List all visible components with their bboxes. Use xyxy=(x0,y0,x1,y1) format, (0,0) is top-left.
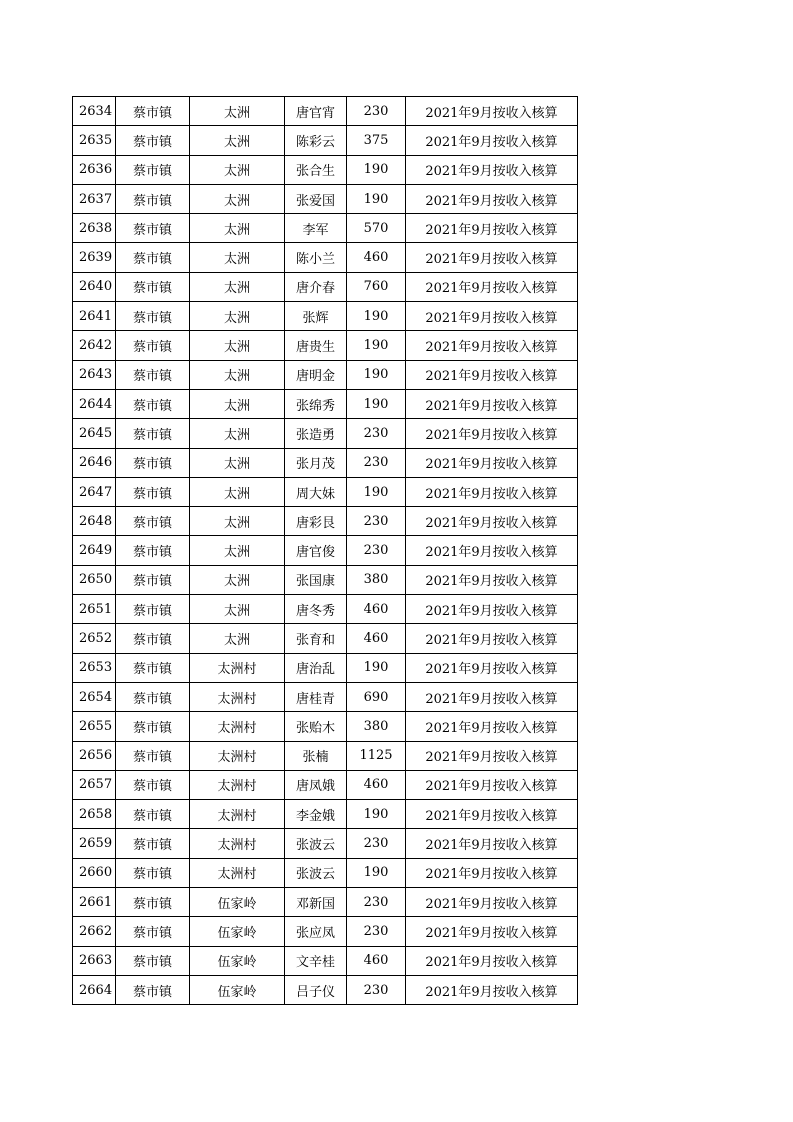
record-id-cell: 2661 xyxy=(73,888,116,917)
amount-cell: 570 xyxy=(347,214,406,243)
person-name-cell: 李金娥 xyxy=(285,800,347,829)
basis-note-cell: 2021年9月按收入核算 xyxy=(406,858,578,887)
amount-cell: 190 xyxy=(347,184,406,213)
table-row xyxy=(73,653,578,682)
table-row xyxy=(73,331,578,360)
person-name-cell: 张应凤 xyxy=(285,917,347,946)
record-id-cell: 2645 xyxy=(73,419,116,448)
amount-cell: 380 xyxy=(347,712,406,741)
table-row xyxy=(73,975,578,1004)
person-name-cell: 张育和 xyxy=(285,624,347,653)
person-name-cell: 张月茂 xyxy=(285,448,347,477)
town-cell: 蔡市镇 xyxy=(116,770,190,799)
town-cell: 蔡市镇 xyxy=(116,184,190,213)
amount-cell: 190 xyxy=(347,302,406,331)
table-row xyxy=(73,360,578,389)
amount-cell: 230 xyxy=(347,97,406,126)
village-cell: 太洲村 xyxy=(190,858,285,887)
basis-note-cell: 2021年9月按收入核算 xyxy=(406,917,578,946)
village-cell: 太洲 xyxy=(190,536,285,565)
table-row xyxy=(73,712,578,741)
amount-cell: 190 xyxy=(347,800,406,829)
record-id-cell: 2638 xyxy=(73,214,116,243)
basis-note-cell: 2021年9月按收入核算 xyxy=(406,829,578,858)
village-cell: 太洲 xyxy=(190,477,285,506)
record-id-cell: 2640 xyxy=(73,272,116,301)
amount-cell: 190 xyxy=(347,477,406,506)
town-cell: 蔡市镇 xyxy=(116,448,190,477)
table-row xyxy=(73,448,578,477)
village-cell: 太洲 xyxy=(190,595,285,624)
person-name-cell: 张楠 xyxy=(285,741,347,770)
table-row xyxy=(73,682,578,711)
table-row xyxy=(73,888,578,917)
person-name-cell: 陈彩云 xyxy=(285,126,347,155)
table-row xyxy=(73,184,578,213)
person-name-cell: 唐桂青 xyxy=(285,682,347,711)
table-row xyxy=(73,302,578,331)
person-name-cell: 周大妹 xyxy=(285,477,347,506)
town-cell: 蔡市镇 xyxy=(116,858,190,887)
town-cell: 蔡市镇 xyxy=(116,829,190,858)
village-cell: 太洲 xyxy=(190,448,285,477)
village-cell: 太洲村 xyxy=(190,800,285,829)
basis-note-cell: 2021年9月按收入核算 xyxy=(406,389,578,418)
amount-cell: 190 xyxy=(347,389,406,418)
basis-note-cell: 2021年9月按收入核算 xyxy=(406,243,578,272)
town-cell: 蔡市镇 xyxy=(116,624,190,653)
record-id-cell: 2663 xyxy=(73,946,116,975)
person-name-cell: 文辛桂 xyxy=(285,946,347,975)
basis-note-cell: 2021年9月按收入核算 xyxy=(406,741,578,770)
town-cell: 蔡市镇 xyxy=(116,975,190,1004)
table-row xyxy=(73,624,578,653)
record-id-cell: 2650 xyxy=(73,565,116,594)
person-name-cell: 张国康 xyxy=(285,565,347,594)
amount-cell: 190 xyxy=(347,360,406,389)
basis-note-cell: 2021年9月按收入核算 xyxy=(406,712,578,741)
basis-note-cell: 2021年9月按收入核算 xyxy=(406,331,578,360)
town-cell: 蔡市镇 xyxy=(116,214,190,243)
amount-cell: 230 xyxy=(347,888,406,917)
record-id-cell: 2641 xyxy=(73,302,116,331)
amount-cell: 230 xyxy=(347,917,406,946)
village-cell: 太洲 xyxy=(190,331,285,360)
person-name-cell: 张波云 xyxy=(285,858,347,887)
town-cell: 蔡市镇 xyxy=(116,565,190,594)
village-cell: 伍家岭 xyxy=(190,946,285,975)
table-row xyxy=(73,243,578,272)
person-name-cell: 唐明金 xyxy=(285,360,347,389)
amount-cell: 230 xyxy=(347,448,406,477)
village-cell: 伍家岭 xyxy=(190,888,285,917)
table-row xyxy=(73,214,578,243)
town-cell: 蔡市镇 xyxy=(116,302,190,331)
person-name-cell: 唐彩艮 xyxy=(285,507,347,536)
table-row xyxy=(73,389,578,418)
amount-cell: 1125 xyxy=(347,741,406,770)
village-cell: 太洲村 xyxy=(190,829,285,858)
record-id-cell: 2655 xyxy=(73,712,116,741)
village-cell: 太洲村 xyxy=(190,770,285,799)
town-cell: 蔡市镇 xyxy=(116,389,190,418)
village-cell: 伍家岭 xyxy=(190,975,285,1004)
village-cell: 太洲 xyxy=(190,565,285,594)
village-cell: 太洲 xyxy=(190,389,285,418)
amount-cell: 230 xyxy=(347,536,406,565)
village-cell: 太洲村 xyxy=(190,653,285,682)
record-id-cell: 2649 xyxy=(73,536,116,565)
basis-note-cell: 2021年9月按收入核算 xyxy=(406,126,578,155)
amount-cell: 690 xyxy=(347,682,406,711)
person-name-cell: 唐凤娥 xyxy=(285,770,347,799)
town-cell: 蔡市镇 xyxy=(116,917,190,946)
person-name-cell: 唐官宵 xyxy=(285,97,347,126)
record-id-cell: 2652 xyxy=(73,624,116,653)
table-row xyxy=(73,155,578,184)
record-id-cell: 2653 xyxy=(73,653,116,682)
record-id-cell: 2657 xyxy=(73,770,116,799)
record-id-cell: 2636 xyxy=(73,155,116,184)
town-cell: 蔡市镇 xyxy=(116,419,190,448)
basis-note-cell: 2021年9月按收入核算 xyxy=(406,800,578,829)
record-id-cell: 2651 xyxy=(73,595,116,624)
town-cell: 蔡市镇 xyxy=(116,331,190,360)
village-cell: 太洲村 xyxy=(190,682,285,711)
amount-cell: 460 xyxy=(347,770,406,799)
table-row xyxy=(73,917,578,946)
record-id-cell: 2647 xyxy=(73,477,116,506)
town-cell: 蔡市镇 xyxy=(116,97,190,126)
person-name-cell: 唐贵生 xyxy=(285,331,347,360)
town-cell: 蔡市镇 xyxy=(116,888,190,917)
amount-cell: 460 xyxy=(347,595,406,624)
table-row xyxy=(73,272,578,301)
basis-note-cell: 2021年9月按收入核算 xyxy=(406,888,578,917)
person-name-cell: 张造勇 xyxy=(285,419,347,448)
village-cell: 太洲 xyxy=(190,97,285,126)
table-row xyxy=(73,507,578,536)
town-cell: 蔡市镇 xyxy=(116,155,190,184)
amount-cell: 460 xyxy=(347,243,406,272)
person-name-cell: 张绵秀 xyxy=(285,389,347,418)
basis-note-cell: 2021年9月按收入核算 xyxy=(406,302,578,331)
person-name-cell: 邓新国 xyxy=(285,888,347,917)
amount-cell: 760 xyxy=(347,272,406,301)
person-name-cell: 张爱国 xyxy=(285,184,347,213)
record-id-cell: 2648 xyxy=(73,507,116,536)
village-cell: 太洲村 xyxy=(190,741,285,770)
table-row xyxy=(73,800,578,829)
village-cell: 太洲 xyxy=(190,360,285,389)
record-id-cell: 2643 xyxy=(73,360,116,389)
table-row xyxy=(73,858,578,887)
village-cell: 太洲 xyxy=(190,184,285,213)
table-row xyxy=(73,97,578,126)
basis-note-cell: 2021年9月按收入核算 xyxy=(406,507,578,536)
town-cell: 蔡市镇 xyxy=(116,800,190,829)
town-cell: 蔡市镇 xyxy=(116,536,190,565)
basis-note-cell: 2021年9月按收入核算 xyxy=(406,477,578,506)
basis-note-cell: 2021年9月按收入核算 xyxy=(406,946,578,975)
person-name-cell: 张合生 xyxy=(285,155,347,184)
record-id-cell: 2634 xyxy=(73,97,116,126)
town-cell: 蔡市镇 xyxy=(116,946,190,975)
record-id-cell: 2660 xyxy=(73,858,116,887)
basis-note-cell: 2021年9月按收入核算 xyxy=(406,448,578,477)
records-table xyxy=(72,96,578,1005)
person-name-cell: 张贻木 xyxy=(285,712,347,741)
records-body xyxy=(73,97,578,1005)
basis-note-cell: 2021年9月按收入核算 xyxy=(406,624,578,653)
amount-cell: 230 xyxy=(347,419,406,448)
village-cell: 伍家岭 xyxy=(190,917,285,946)
person-name-cell: 张辉 xyxy=(285,302,347,331)
town-cell: 蔡市镇 xyxy=(116,243,190,272)
town-cell: 蔡市镇 xyxy=(116,653,190,682)
table-row xyxy=(73,829,578,858)
basis-note-cell: 2021年9月按收入核算 xyxy=(406,975,578,1004)
basis-note-cell: 2021年9月按收入核算 xyxy=(406,565,578,594)
record-id-cell: 2654 xyxy=(73,682,116,711)
village-cell: 太洲 xyxy=(190,272,285,301)
table-row xyxy=(73,419,578,448)
basis-note-cell: 2021年9月按收入核算 xyxy=(406,214,578,243)
town-cell: 蔡市镇 xyxy=(116,682,190,711)
amount-cell: 190 xyxy=(347,653,406,682)
amount-cell: 230 xyxy=(347,975,406,1004)
amount-cell: 380 xyxy=(347,565,406,594)
record-id-cell: 2637 xyxy=(73,184,116,213)
town-cell: 蔡市镇 xyxy=(116,272,190,301)
amount-cell: 230 xyxy=(347,829,406,858)
basis-note-cell: 2021年9月按收入核算 xyxy=(406,155,578,184)
village-cell: 太洲村 xyxy=(190,712,285,741)
town-cell: 蔡市镇 xyxy=(116,595,190,624)
basis-note-cell: 2021年9月按收入核算 xyxy=(406,682,578,711)
basis-note-cell: 2021年9月按收入核算 xyxy=(406,595,578,624)
basis-note-cell: 2021年9月按收入核算 xyxy=(406,419,578,448)
person-name-cell: 唐冬秀 xyxy=(285,595,347,624)
town-cell: 蔡市镇 xyxy=(116,360,190,389)
record-id-cell: 2635 xyxy=(73,126,116,155)
table-row xyxy=(73,946,578,975)
amount-cell: 190 xyxy=(347,155,406,184)
town-cell: 蔡市镇 xyxy=(116,712,190,741)
village-cell: 太洲 xyxy=(190,624,285,653)
record-id-cell: 2642 xyxy=(73,331,116,360)
village-cell: 太洲 xyxy=(190,419,285,448)
amount-cell: 460 xyxy=(347,946,406,975)
basis-note-cell: 2021年9月按收入核算 xyxy=(406,97,578,126)
table-row xyxy=(73,595,578,624)
town-cell: 蔡市镇 xyxy=(116,507,190,536)
village-cell: 太洲 xyxy=(190,214,285,243)
town-cell: 蔡市镇 xyxy=(116,126,190,155)
table-row xyxy=(73,741,578,770)
basis-note-cell: 2021年9月按收入核算 xyxy=(406,536,578,565)
amount-cell: 190 xyxy=(347,331,406,360)
table-row xyxy=(73,770,578,799)
record-id-cell: 2664 xyxy=(73,975,116,1004)
person-name-cell: 唐官俊 xyxy=(285,536,347,565)
amount-cell: 190 xyxy=(347,858,406,887)
basis-note-cell: 2021年9月按收入核算 xyxy=(406,360,578,389)
basis-note-cell: 2021年9月按收入核算 xyxy=(406,184,578,213)
town-cell: 蔡市镇 xyxy=(116,477,190,506)
village-cell: 太洲 xyxy=(190,126,285,155)
basis-note-cell: 2021年9月按收入核算 xyxy=(406,653,578,682)
person-name-cell: 唐治乱 xyxy=(285,653,347,682)
person-name-cell: 吕子仪 xyxy=(285,975,347,1004)
amount-cell: 375 xyxy=(347,126,406,155)
amount-cell: 230 xyxy=(347,507,406,536)
table-row xyxy=(73,477,578,506)
town-cell: 蔡市镇 xyxy=(116,741,190,770)
person-name-cell: 陈小兰 xyxy=(285,243,347,272)
village-cell: 太洲 xyxy=(190,302,285,331)
record-id-cell: 2656 xyxy=(73,741,116,770)
village-cell: 太洲 xyxy=(190,243,285,272)
record-id-cell: 2662 xyxy=(73,917,116,946)
table-row xyxy=(73,565,578,594)
village-cell: 太洲 xyxy=(190,155,285,184)
record-id-cell: 2658 xyxy=(73,800,116,829)
person-name-cell: 李军 xyxy=(285,214,347,243)
record-id-cell: 2644 xyxy=(73,389,116,418)
village-cell: 太洲 xyxy=(190,507,285,536)
person-name-cell: 张波云 xyxy=(285,829,347,858)
table-row xyxy=(73,126,578,155)
record-id-cell: 2646 xyxy=(73,448,116,477)
amount-cell: 460 xyxy=(347,624,406,653)
basis-note-cell: 2021年9月按收入核算 xyxy=(406,770,578,799)
record-id-cell: 2659 xyxy=(73,829,116,858)
table-row xyxy=(73,536,578,565)
person-name-cell: 唐介春 xyxy=(285,272,347,301)
record-id-cell: 2639 xyxy=(73,243,116,272)
basis-note-cell: 2021年9月按收入核算 xyxy=(406,272,578,301)
